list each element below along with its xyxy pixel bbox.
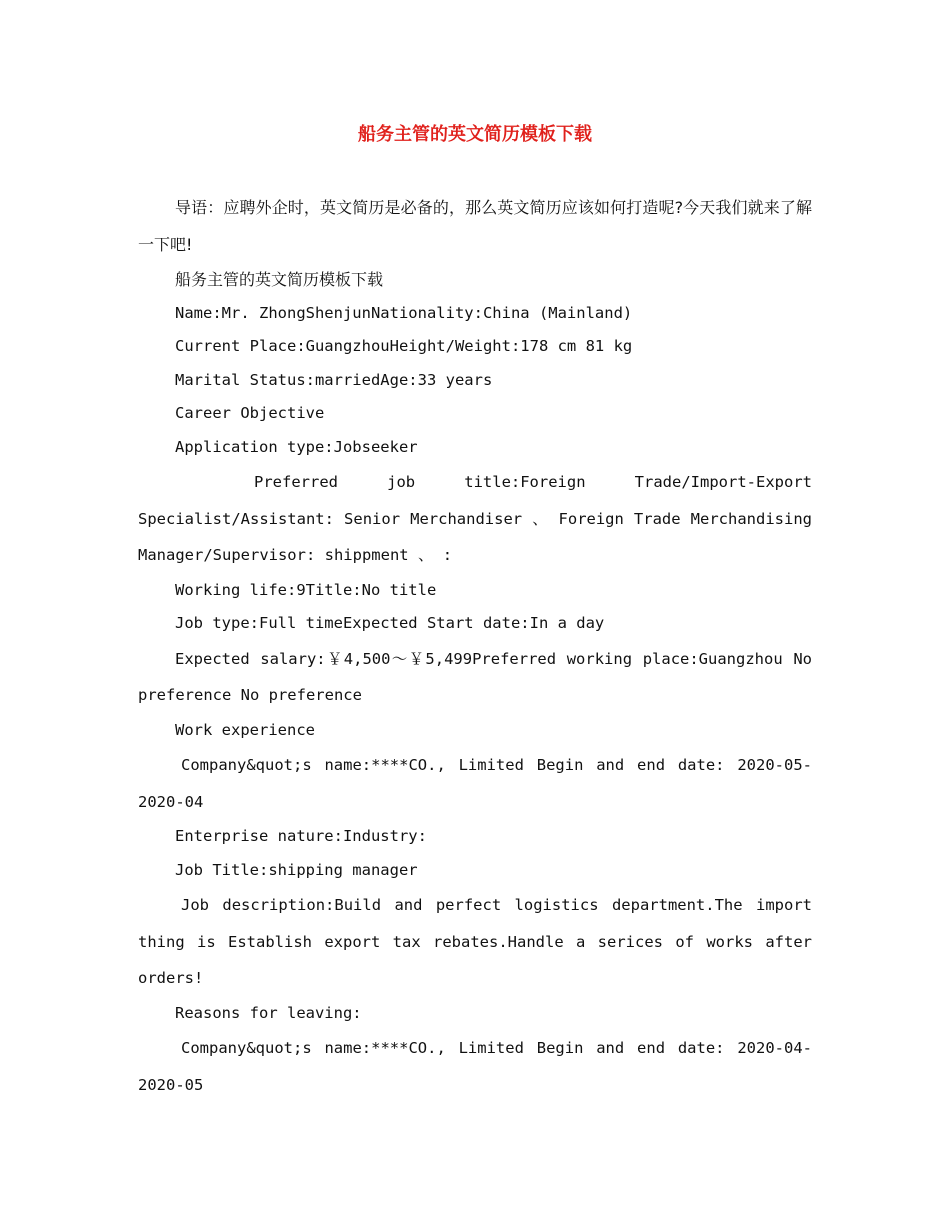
- career-objective-heading: Career Objective: [175, 404, 325, 422]
- name-nationality-line: Name:Mr. ZhongShenjunNationality:China (Mainland): [175, 303, 633, 322]
- enterprise-nature-line: Enterprise nature:Industry:: [175, 827, 427, 845]
- preferred-job-title-paragraph: Preferred job title:Foreign Trade/Import-Export Specialist/Assistant: Senior Merchandiser 、 Foreign Trade Merchandising Manager/Supervisor: shippment 、 :: [138, 473, 812, 564]
- reasons-for-leaving-line: Reasons for leaving:: [175, 1003, 362, 1022]
- work-experience-heading: Work experience: [175, 720, 315, 739]
- intro-paragraph: 导语：应聘外企时，英文简历是必备的，那么英文简历应该如何打造呢?今天我们就来了解一下吧!: [138, 198, 812, 254]
- job-title-line: Job Title:shipping manager: [175, 860, 418, 879]
- company-2-paragraph: Company&quot;s name:****CO., Limited Begin and end date: 2020-04-2020-05: [138, 1039, 812, 1094]
- company-1-paragraph: Company&quot;s name:****CO., Limited Begin and end date: 2020-05-2020-04: [138, 756, 812, 811]
- subtitle-paragraph: 船务主管的英文简历模板下载: [175, 270, 384, 289]
- expected-salary-paragraph: Expected salary:￥4,500～￥5,499Preferred working place:Guangzhou No preference No preference: [138, 649, 812, 704]
- application-type-line: Application type:Jobseeker: [175, 437, 418, 456]
- job-type-line: Job type:Full timeExpected Start date:In a day: [175, 614, 605, 632]
- working-life-line: Working life:9Title:No title: [175, 580, 437, 599]
- marital-age-line: Marital Status:marriedAge:33 years: [175, 370, 493, 389]
- document-body: [138, 190, 812, 1103]
- document-title: 船务主管的英文简历模板下载: [358, 124, 592, 145]
- job-description-paragraph: Job description:Build and perfect logistics department.The import thing is Establish export tax rebates.Handle a serices of works after orders!: [138, 896, 812, 987]
- place-height-weight-line: Current Place:GuangzhouHeight/Weight:178 cm 81 kg: [175, 337, 633, 355]
